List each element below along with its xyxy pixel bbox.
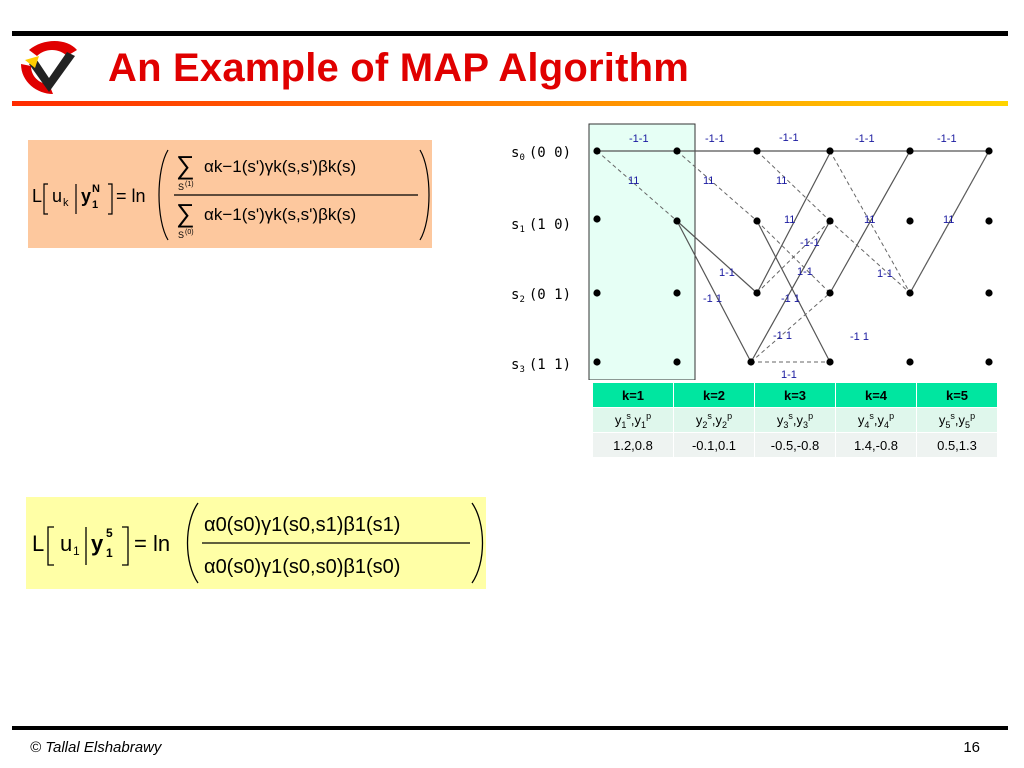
table-cell: $y_5^s,y_5^p$ <box>917 408 998 433</box>
table-cell: $y_4^s,y_4^p$ <box>836 408 917 433</box>
title-accent-bar <box>12 101 1008 106</box>
label-low-1: -1 1 <box>773 330 792 342</box>
branch-s1-s2-d2 <box>830 221 910 293</box>
label-top-4: -1-1 <box>855 133 875 145</box>
table-cell: 0.5,1.3 <box>917 433 998 458</box>
table-header: k=3 <box>755 383 836 408</box>
label-top-1: -1-1 <box>629 133 649 145</box>
label-s0-down-2: 11 <box>703 175 715 187</box>
table-cell: 1.4,-0.8 <box>836 433 917 458</box>
state-label-s0: $s_0$ (0 0) <box>511 145 572 163</box>
llr2-u: u <box>60 531 73 556</box>
received-symbols-table <box>592 382 998 458</box>
table-cell: $y_3^s,y_3^p$ <box>755 408 836 433</box>
table-cell: $y_1^s,y_1^p$ <box>593 408 674 433</box>
llr2-numerator: α0(s0)γ1(s0,s1)β1(s1) <box>204 514 401 536</box>
label-mid-2: 1-1 <box>719 267 735 279</box>
llr-y-sub: 1 <box>92 199 99 211</box>
label-mid-6: -1 1 <box>781 293 800 305</box>
table-cell: -0.5,-0.8 <box>755 433 836 458</box>
table-row-symbols <box>593 408 998 433</box>
num-sum-sign: ∑ <box>176 150 195 180</box>
page-number: 16 <box>963 739 980 756</box>
table-cell: -0.1,0.1 <box>674 433 755 458</box>
label-top-2: -1-1 <box>705 133 725 145</box>
llr2-y-sub: 1 <box>106 546 113 560</box>
llr-y: y <box>81 186 92 206</box>
llr2-equals-ln: = ln <box>134 531 171 556</box>
llr-u-sub: k <box>63 197 69 209</box>
num-expression: αk−1(s')γk(s,s')βk(s) <box>204 157 357 176</box>
num-sum-index-sup: (1) <box>185 181 194 188</box>
label-mid-1: -1-1 <box>800 237 820 249</box>
state-label-s2: $s_2$ (0 1) <box>511 287 572 305</box>
map-llr-general-formula <box>28 140 432 248</box>
label-mid-3: 1-1 <box>797 266 813 278</box>
label-s0-down-3: 11 <box>776 175 788 187</box>
stage-highlight-box <box>589 124 695 380</box>
llr2-L: L <box>32 531 45 556</box>
label-s1-1: 11 <box>784 214 796 226</box>
den-sum-sign: ∑ <box>176 198 195 228</box>
table-cell: $y_2^s,y_2^p$ <box>674 408 755 433</box>
llr2-denominator: α0(s0)γ1(s0,s0)β1(s0) <box>204 556 401 578</box>
map-llr-example-formula <box>26 497 486 589</box>
label-s1-2: 11 <box>864 214 876 226</box>
branch-s0-s1-d3 <box>757 151 830 221</box>
llr2-u-sub: 1 <box>73 544 80 558</box>
llr-y-sup: N <box>92 183 100 195</box>
llr2-y-sup: 5 <box>106 526 113 540</box>
table-header: k=5 <box>917 383 998 408</box>
label-low-2: -1 1 <box>850 331 869 343</box>
slide-title: An Example of MAP Algorithm <box>108 46 690 90</box>
table-header: k=4 <box>836 383 917 408</box>
den-sum-index-sup: (0) <box>185 229 194 236</box>
llr-equals-ln: = ln <box>116 186 146 206</box>
label-low-3: 1-1 <box>781 369 797 380</box>
footer-rule <box>12 726 1008 730</box>
table-cell: 1.2,0.8 <box>593 433 674 458</box>
label-s0-down-1: 11 <box>628 175 640 187</box>
den-sum-index: S <box>178 230 185 240</box>
label-top-5: -1-1 <box>937 133 957 145</box>
state-label-s3: $s_3$ (1 1) <box>511 357 572 375</box>
footer-copyright: © Tallal Elshabrawy <box>30 739 162 756</box>
state-label-s1: $s_1$ (1 0) <box>511 217 572 235</box>
den-expression: αk−1(s')γk(s,s')βk(s) <box>204 205 357 224</box>
llr-u: u <box>52 186 63 206</box>
table-header-row <box>593 383 998 408</box>
llr2-y: y <box>91 531 104 556</box>
label-mid-5: -1 1 <box>703 293 722 305</box>
table-row-values <box>593 433 998 458</box>
llr-L: L <box>32 186 43 206</box>
table-header: k=1 <box>593 383 674 408</box>
table-header: k=2 <box>674 383 755 408</box>
label-mid-4: 1-1 <box>877 268 893 280</box>
top-rule <box>12 31 1008 36</box>
trellis-diagram <box>505 122 1005 380</box>
logo-icon <box>15 38 85 98</box>
label-top-3: -1-1 <box>779 132 799 144</box>
num-sum-index: S <box>178 182 185 192</box>
label-s1-3: 11 <box>943 214 955 226</box>
